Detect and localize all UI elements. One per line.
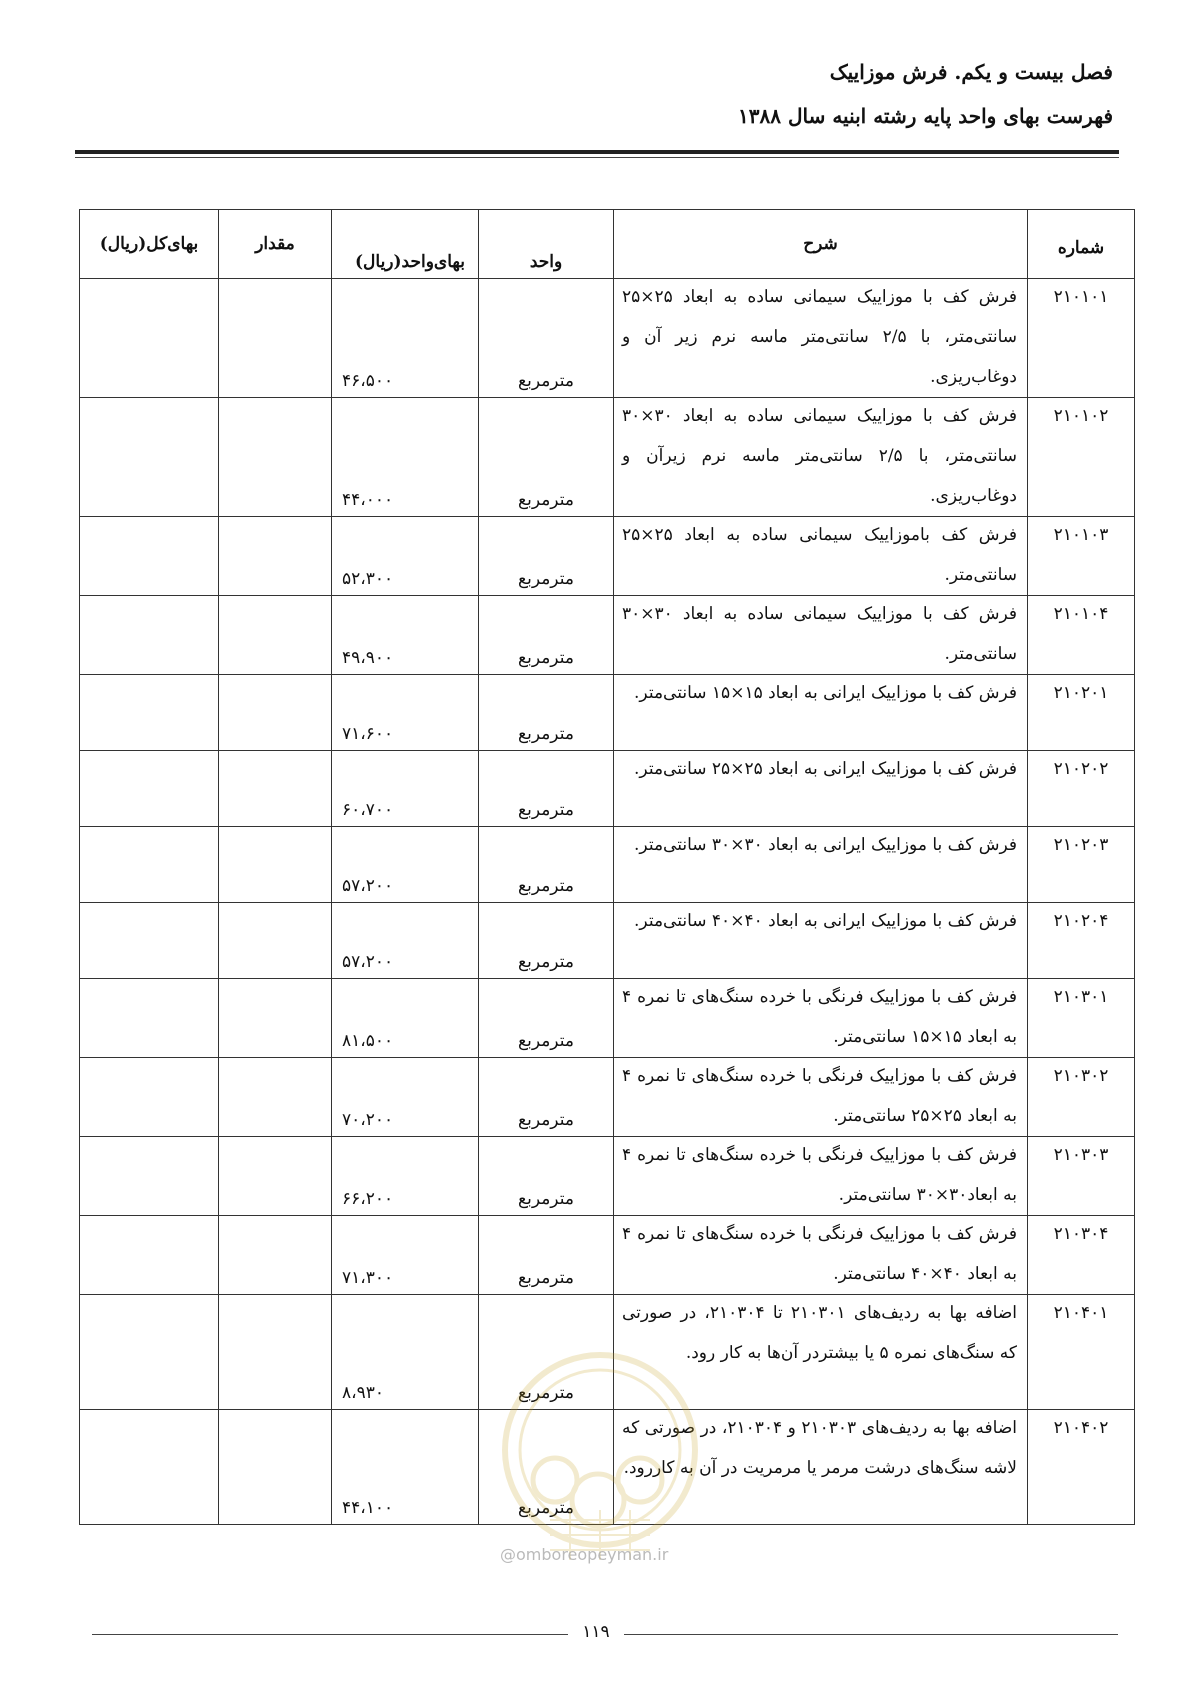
row-unit-price-cell: ۶۶،۲۰۰ xyxy=(332,1137,479,1216)
row-unit-cell: مترمربع xyxy=(479,903,614,979)
row-quantity-cell[interactable] xyxy=(219,979,332,1058)
document-subtitle: فهرست بهای واحد پایه رشته ابنیه سال ۱۳۸۸ xyxy=(738,104,1113,128)
row-unit-cell: مترمربع xyxy=(479,279,614,398)
row-unit-price-cell: ۵۲،۳۰۰ xyxy=(332,517,479,596)
row-unit-price-cell: ۷۱،۳۰۰ xyxy=(332,1216,479,1295)
row-total-price-cell[interactable] xyxy=(80,1216,219,1295)
row-unit-price-cell: ۵۷،۲۰۰ xyxy=(332,903,479,979)
row-description-text: فرش کف با موزاییک سیمانی ساده به ابعاد ۳۰×۳۰ سانتی‌متر. xyxy=(622,604,1017,664)
row-description-text: فرش کف با موزاییک ایرانی به ابعاد ۱۵×۱۵ سانتی‌متر. xyxy=(634,683,1017,703)
row-total-price-cell[interactable] xyxy=(80,903,219,979)
row-total-price-cell[interactable] xyxy=(80,596,219,675)
row-number-cell: ۲۱۰۳۰۴ xyxy=(1028,1216,1135,1295)
row-unit-cell: مترمربع xyxy=(479,979,614,1058)
row-unit-price-cell: ۸۱،۵۰۰ xyxy=(332,979,479,1058)
row-description-text: فرش کف با موزاییک فرنگی با خرده سنگ‌های تا نمره ۴ به ابعاد ۲۵×۲۵ سانتی‌متر. xyxy=(622,1066,1017,1126)
header-rule-thick xyxy=(75,150,1119,154)
row-unit-cell: مترمربع xyxy=(479,1410,614,1525)
column-header-total-price: بهای‌کل(ریال) xyxy=(80,210,219,279)
header-rule-thin xyxy=(75,157,1119,158)
row-description-cell xyxy=(614,827,1028,903)
row-total-price-cell[interactable] xyxy=(80,675,219,751)
footer-rule-left xyxy=(92,1634,568,1635)
row-number-cell: ۲۱۰۲۰۲ xyxy=(1028,751,1135,827)
row-description-text: فرش کف با موزاییک فرنگی با خرده سنگ‌های تا نمره ۴ به ابعاد ۴۰×۴۰ سانتی‌متر. xyxy=(622,1224,1017,1284)
row-total-price-cell[interactable] xyxy=(80,1410,219,1525)
row-number-cell: ۲۱۰۱۰۲ xyxy=(1028,398,1135,517)
table-row xyxy=(80,596,1135,675)
watermark-url: @omboreopeyman.ir xyxy=(500,1545,669,1564)
table-row xyxy=(80,1058,1135,1137)
row-unit-price-cell: ۸،۹۳۰ xyxy=(332,1295,479,1410)
row-quantity-cell[interactable] xyxy=(219,827,332,903)
row-quantity-cell[interactable] xyxy=(219,398,332,517)
row-number-cell: ۲۱۰۳۰۳ xyxy=(1028,1137,1135,1216)
row-quantity-cell[interactable] xyxy=(219,596,332,675)
row-description-cell xyxy=(614,903,1028,979)
row-unit-price-cell: ۶۰،۷۰۰ xyxy=(332,751,479,827)
table-row xyxy=(80,279,1135,398)
row-unit-cell: مترمربع xyxy=(479,1216,614,1295)
row-total-price-cell[interactable] xyxy=(80,1058,219,1137)
row-description-text: اضافه بها به ردیف‌های ۲۱۰۳۰۳ و ۲۱۰۳۰۴، در صورتی که لاشه سنگ‌های درشت مرمر یا مرمریت در آن به کاررود. xyxy=(622,1418,1017,1478)
row-number-cell: ۲۱۰۲۰۱ xyxy=(1028,675,1135,751)
row-description-cell xyxy=(614,1410,1028,1525)
table-row xyxy=(80,1137,1135,1216)
row-description-text: فرش کف با موزاییک ایرانی به ابعاد ۲۵×۲۵ سانتی‌متر. xyxy=(634,759,1017,779)
row-total-price-cell[interactable] xyxy=(80,1295,219,1410)
column-header-unit-price: بهای‌واحد(ریال) xyxy=(332,210,479,279)
row-unit-price-cell: ۴۹،۹۰۰ xyxy=(332,596,479,675)
column-header-quantity: مقدار xyxy=(219,210,332,279)
row-number-cell: ۲۱۰۲۰۳ xyxy=(1028,827,1135,903)
footer-rule-right xyxy=(624,1634,1118,1635)
row-quantity-cell[interactable] xyxy=(219,903,332,979)
row-description-cell xyxy=(614,517,1028,596)
row-total-price-cell[interactable] xyxy=(80,979,219,1058)
row-quantity-cell[interactable] xyxy=(219,517,332,596)
row-quantity-cell[interactable] xyxy=(219,1295,332,1410)
row-description-cell xyxy=(614,1137,1028,1216)
table-row xyxy=(80,827,1135,903)
table-row xyxy=(80,1410,1135,1525)
column-header-description: شرح xyxy=(614,210,1028,279)
price-list-table xyxy=(79,209,1135,1525)
row-total-price-cell[interactable] xyxy=(80,1137,219,1216)
row-number-cell: ۲۱۰۳۰۲ xyxy=(1028,1058,1135,1137)
row-description-cell xyxy=(614,675,1028,751)
row-unit-cell: مترمربع xyxy=(479,596,614,675)
row-number-cell: ۲۱۰۱۰۱ xyxy=(1028,279,1135,398)
table-row xyxy=(80,517,1135,596)
row-unit-price-cell: ۴۴،۱۰۰ xyxy=(332,1410,479,1525)
row-unit-price-cell: ۷۱،۶۰۰ xyxy=(332,675,479,751)
row-number-cell: ۲۱۰۲۰۴ xyxy=(1028,903,1135,979)
row-unit-cell: مترمربع xyxy=(479,1058,614,1137)
row-unit-cell: مترمربع xyxy=(479,751,614,827)
row-unit-cell: مترمربع xyxy=(479,675,614,751)
row-unit-cell: مترمربع xyxy=(479,827,614,903)
row-number-cell: ۲۱۰۱۰۴ xyxy=(1028,596,1135,675)
row-description-text: فرش کف با موزاییک فرنگی با خرده سنگ‌های تا نمره ۴ به ابعاد ۱۵×۱۵ سانتی‌متر. xyxy=(622,987,1017,1047)
row-description-text: فرش کف با موزاییک سیمانی ساده به ابعاد ۲۵×۲۵ سانتی‌متر، با ۲/۵ سانتی‌متر ماسه نرم زیر آن و دوغاب‌ریزی. xyxy=(622,287,1017,387)
row-description-text: فرش کف با موزاییک سیمانی ساده به ابعاد ۳۰×۳۰ سانتی‌متر، با ۲/۵ سانتی‌متر ماسه نرم زیرآن و دوغاب‌ریزی. xyxy=(622,406,1017,506)
row-description-cell xyxy=(614,398,1028,517)
row-unit-price-cell: ۴۶،۵۰۰ xyxy=(332,279,479,398)
row-description-cell xyxy=(614,1058,1028,1137)
row-description-cell xyxy=(614,279,1028,398)
row-unit-cell: مترمربع xyxy=(479,1295,614,1410)
row-quantity-cell[interactable] xyxy=(219,1137,332,1216)
row-description-cell xyxy=(614,596,1028,675)
row-total-price-cell[interactable] xyxy=(80,517,219,596)
row-unit-price-cell: ۴۴،۰۰۰ xyxy=(332,398,479,517)
row-quantity-cell[interactable] xyxy=(219,279,332,398)
row-number-cell: ۲۱۰۳۰۱ xyxy=(1028,979,1135,1058)
row-number-cell: ۲۱۰۱۰۳ xyxy=(1028,517,1135,596)
row-unit-price-cell: ۵۷،۲۰۰ xyxy=(332,827,479,903)
row-number-cell: ۲۱۰۴۰۱ xyxy=(1028,1295,1135,1410)
row-description-text: فرش کف باموزاییک سیمانی ساده به ابعاد ۲۵×۲۵ سانتی‌متر. xyxy=(622,525,1017,585)
row-unit-cell: مترمربع xyxy=(479,398,614,517)
table-row xyxy=(80,675,1135,751)
row-total-price-cell[interactable] xyxy=(80,398,219,517)
row-description-cell xyxy=(614,751,1028,827)
table-row xyxy=(80,1295,1135,1410)
row-total-price-cell[interactable] xyxy=(80,279,219,398)
row-description-text: اضافه بها به ردیف‌های ۲۱۰۳۰۱ تا ۲۱۰۳۰۴، در صورتی که سنگ‌های نمره ۵ یا بیشتردر آن‌ها به کار رود. xyxy=(622,1303,1017,1363)
row-description-text: فرش کف با موزاییک ایرانی به ابعاد ۴۰×۴۰ سانتی‌متر. xyxy=(634,911,1017,931)
column-header-unit: واحد xyxy=(479,210,614,279)
row-total-price-cell[interactable] xyxy=(80,751,219,827)
row-total-price-cell[interactable] xyxy=(80,827,219,903)
table-row xyxy=(80,979,1135,1058)
row-quantity-cell[interactable] xyxy=(219,1216,332,1295)
row-description-cell xyxy=(614,979,1028,1058)
row-description-cell xyxy=(614,1216,1028,1295)
table-row xyxy=(80,751,1135,827)
table-row xyxy=(80,398,1135,517)
row-description-text: فرش کف با موزاییک فرنگی با خرده سنگ‌های تا نمره ۴ به ابعاد۳۰×۳۰ سانتی‌متر. xyxy=(622,1145,1017,1205)
table-row xyxy=(80,1216,1135,1295)
chapter-title: فصل بیست و یکم. فرش موزاییک xyxy=(829,60,1113,84)
page-number: ۱۱۹ xyxy=(582,1622,610,1642)
row-description-text: فرش کف با موزاییک ایرانی به ابعاد ۳۰×۳۰ سانتی‌متر. xyxy=(634,835,1017,855)
table-header-row xyxy=(80,210,1135,279)
column-header-number: شماره xyxy=(1028,210,1135,279)
row-quantity-cell[interactable] xyxy=(219,675,332,751)
row-description-cell xyxy=(614,1295,1028,1410)
row-unit-cell: مترمربع xyxy=(479,517,614,596)
table-row xyxy=(80,903,1135,979)
row-quantity-cell[interactable] xyxy=(219,751,332,827)
row-unit-price-cell: ۷۰،۲۰۰ xyxy=(332,1058,479,1137)
row-quantity-cell[interactable] xyxy=(219,1410,332,1525)
row-unit-cell: مترمربع xyxy=(479,1137,614,1216)
row-number-cell: ۲۱۰۴۰۲ xyxy=(1028,1410,1135,1525)
row-quantity-cell[interactable] xyxy=(219,1058,332,1137)
